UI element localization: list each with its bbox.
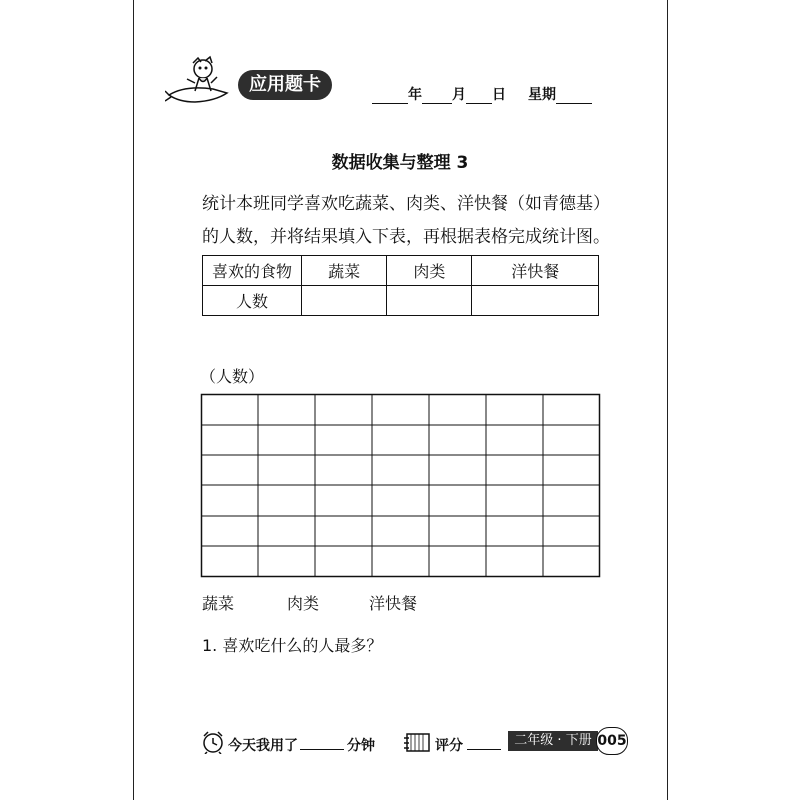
grade-badge: 二年级 · 下册 xyxy=(508,731,598,751)
month-label: 月 xyxy=(452,87,466,103)
table-col-vegetable: 蔬菜 xyxy=(302,256,387,286)
day-blank[interactable] xyxy=(466,89,492,104)
chart-grid[interactable] xyxy=(200,393,602,579)
table-cell-vegetable[interactable] xyxy=(302,286,387,316)
instruction-line-2: 的人数，并将结果填入下表，再根据表格完成统计图。 xyxy=(202,227,610,247)
table-col-meat: 肉类 xyxy=(387,256,472,286)
alarm-clock-icon xyxy=(200,730,226,754)
notebook-icon xyxy=(403,731,433,753)
weekday-label: 星期 xyxy=(528,87,556,103)
score-label: 评分 xyxy=(435,738,463,754)
instruction-line-1: 统计本班同学喜欢吃蔬菜、肉类、洋快餐（如青德基） xyxy=(202,194,610,214)
time-prefix: 今天我用了 xyxy=(228,738,298,754)
food-table xyxy=(202,255,599,316)
question-1: 1. 喜欢吃什么的人最多？ xyxy=(202,636,383,655)
mascot-illustration xyxy=(165,55,240,115)
section-badge: 应用题卡 xyxy=(238,70,332,100)
score-blank[interactable] xyxy=(467,735,501,750)
page-number: 005 xyxy=(596,727,628,755)
chart-xlabel-fastfood: 洋快餐 xyxy=(369,594,418,613)
chart-xlabel-vegetable: 蔬菜 xyxy=(202,594,235,613)
time-suffix: 分钟 xyxy=(347,738,375,754)
day-label: 日 xyxy=(492,87,506,103)
chart-ylabel: （人数） xyxy=(200,367,265,386)
table-cell-fastfood[interactable] xyxy=(472,286,599,316)
table-row-label: 人数 xyxy=(203,286,302,316)
weekday-blank[interactable] xyxy=(556,89,592,104)
time-blank[interactable] xyxy=(300,735,344,750)
table-col-fastfood: 洋快餐 xyxy=(472,256,599,286)
table-cell-meat[interactable] xyxy=(387,286,472,316)
date-line xyxy=(372,84,592,104)
month-blank[interactable] xyxy=(422,89,452,104)
page-title: 数据收集与整理 3 xyxy=(331,153,469,173)
chart-xlabel-meat: 肉类 xyxy=(287,594,320,613)
year-label: 年 xyxy=(408,87,422,103)
table-header-label: 喜欢的食物 xyxy=(203,256,302,286)
year-blank[interactable] xyxy=(372,89,408,104)
